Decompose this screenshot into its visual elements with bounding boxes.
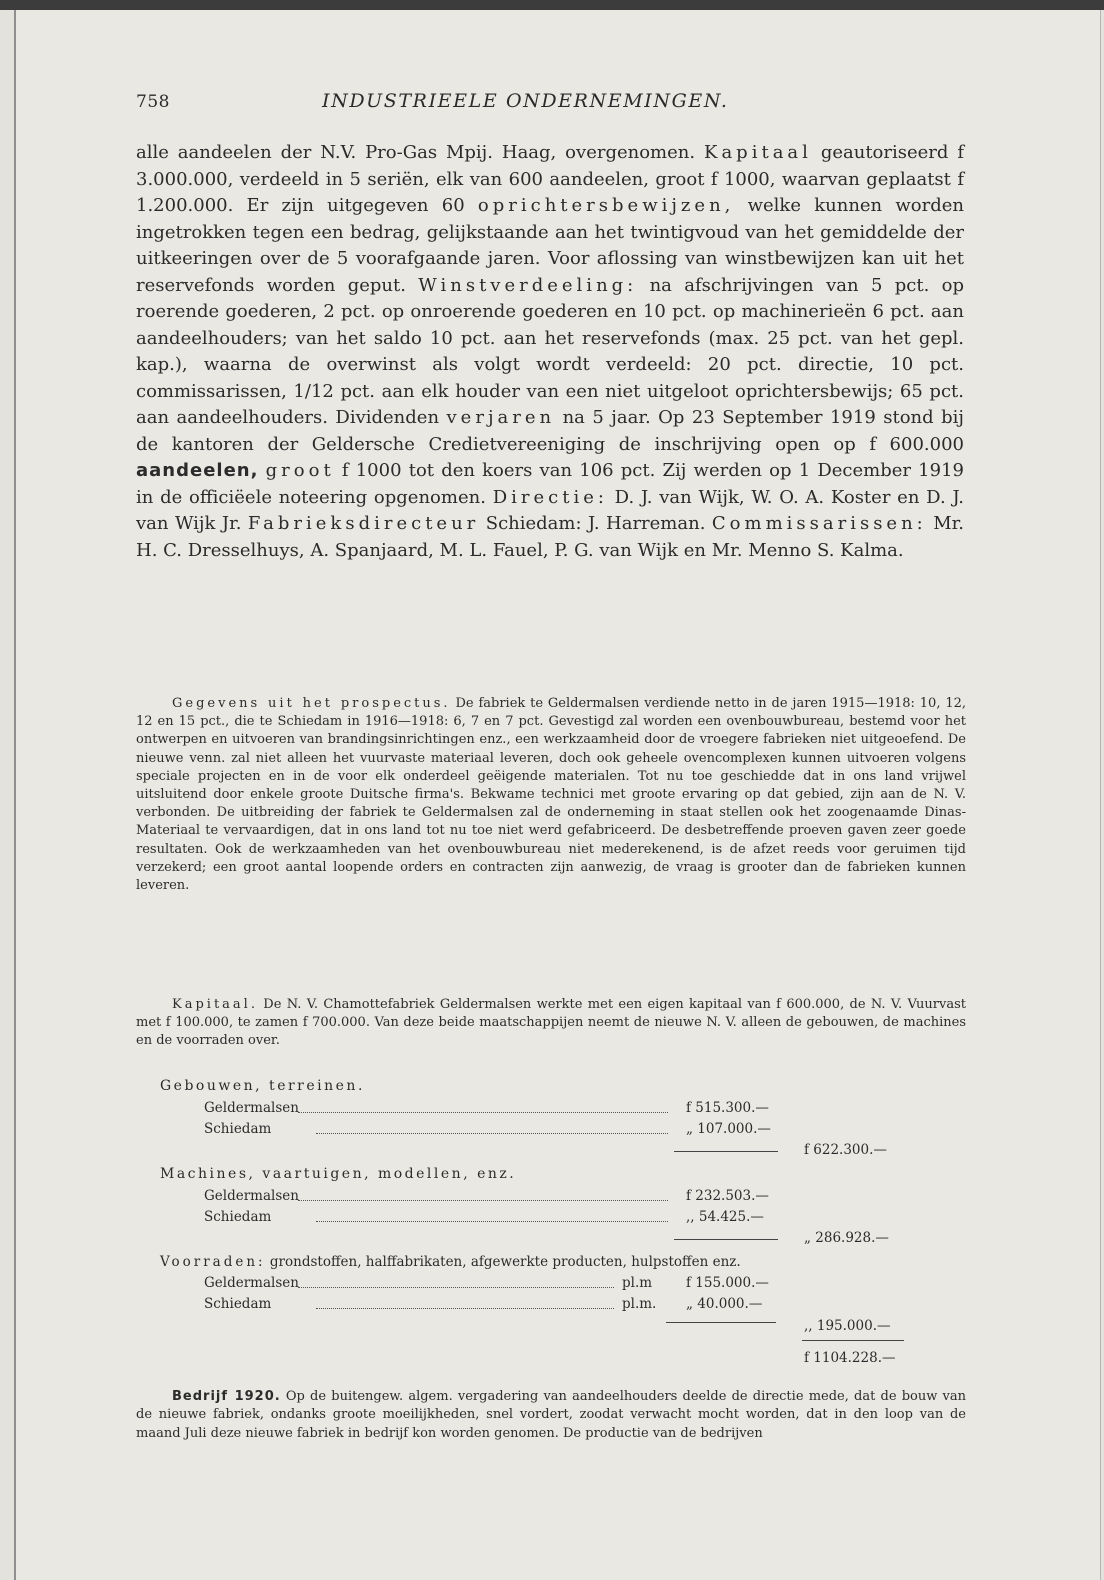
- item-name: Schiedam: [204, 1296, 272, 1312]
- item-name: Schiedam: [204, 1209, 272, 1225]
- text-run: geautoriseerd f 3.000.000, verdeeld in 5 seriën, elk van 600 aandeelen, groot f 1000, waarvan geplaatst f 1.200.000. Er zijn uitgegeven 60: [136, 142, 970, 216]
- dot-leader: [298, 1200, 668, 1201]
- subtotal-row: [136, 1318, 966, 1336]
- spaced-term: verjaren: [446, 407, 556, 428]
- dot-leader: [298, 1112, 668, 1113]
- subtotal-value: ,, 195.000.—: [804, 1318, 891, 1334]
- text-run: na afschrijvingen van 5 pct. op roerende goederen, 2 pct. op onroerende goederen en 10 pct. op machinerieën 6 pct. aan aandeelhouders; van het saldo 10 pct. aan het reservefonds (max. 25 pct. van het gepl. kap.), waarna de overwinst als volgt wordt verdeeld: 20 pct. directie, 10 pct. commissarissen,: [136, 274, 970, 402]
- section-heading: Bedrijf 1920.: [172, 1389, 281, 1404]
- group-heading: Machines, vaartuigen, modellen, enz.: [160, 1166, 517, 1182]
- bold-term: aandeelen,: [136, 460, 259, 481]
- page-number: 758: [136, 92, 170, 112]
- spaced-term: Winstverdeeling:: [418, 274, 638, 296]
- text-run: De fabriek te Geldermalsen verdiende netto in de jaren 1915—1918: 10, 12, 12 en 15 pct., die te Schiedam in 1916—1918: 6, 7 en 7 pct. Gevestigd zal worden een ovenbouwbureau, bestemd voor het ontwerpen en uitvoeren van brandingsinrichtingen enz., een werkzaamheid door de vroegere fabrieken niet uitgeoefend. De nieuwe venn. zal niet alleen het vuurvaste materiaal leveren, doch ook geheele ovencomplexen kunnen uitvoeren volgens speciale projecten en in de voor elk onderdeel geëigende materialen. Tot nu toe geschiedde dat in ons land vrijwel uitsluitend door enkele groote Duitsche firma's. Bekwame technici met groote ervaring op dat gebied, zijn aan de N. V. verbonden. De uitbreiding der fabriek te Geldermalsen zal de onderneming in staat stellen ook het zoogenaamde Dinas-Materiaal te vervaardigen, dat in ons land tot nu toe niet werd gefabriceerd. De desbetreffende proeven gaven zeer goede resultaten. Ook de werkzaamheden van het ovenbouwbureau niet mederekenend, is de afzet reeds voor geruimen tijd verzekerd; een groot aantal loopende orders en contracten zijn aanwezig, de vraag is grooter dan de fabrieken kunnen leveren.: [136, 696, 966, 894]
- subtotal-row: [136, 1142, 966, 1160]
- text-run: D. J. van Wijk, W. O. A. Koster en D. J. van Wijk Jr.: [136, 486, 970, 534]
- total-value: f 1104.228.—: [804, 1350, 896, 1366]
- prospectus-paragraph: [136, 695, 966, 895]
- subtotal-row: [136, 1230, 966, 1248]
- text-run: [258, 460, 265, 481]
- item-value: „ 40.000.—: [686, 1296, 763, 1312]
- item-unit: pl.m: [622, 1275, 653, 1291]
- group-label-rest: grondstoffen, halffabrikaten, afgewerkte producten, hulpstoffen enz.: [265, 1254, 741, 1270]
- item-unit: pl.m.: [622, 1296, 657, 1312]
- table-row: [136, 1296, 966, 1314]
- dot-leader: [316, 1133, 668, 1134]
- table-row: [136, 1275, 966, 1293]
- item-value: „ 107.000.—: [686, 1121, 771, 1137]
- kapitaal-paragraph: [136, 996, 966, 1051]
- item-name: Geldermalsen: [204, 1275, 299, 1291]
- text-run: f 1000 tot den koers van 106 pct. Zij werden op 1 December 1919 in de officiëele noteering opgenomen.: [136, 460, 970, 508]
- text-run: Mr. H. C. Dresselhuys, A. Spanjaard, M. L. Fauel, P. G. van Wijk en Mr. Menno S. Kalma.: [136, 513, 970, 561]
- group-heading: Gebouwen, terreinen.: [160, 1078, 365, 1094]
- table-row: [136, 1188, 966, 1206]
- item-name: Geldermalsen: [204, 1188, 299, 1204]
- main-paragraph: [136, 140, 970, 564]
- page-title: INDUSTRIEELE ONDERNEMINGEN.: [322, 90, 729, 112]
- dot-leader: [316, 1308, 614, 1309]
- text-run: welke kunnen worden ingetrokken tegen een bedrag, gelijkstaande aan het twintigvoud van het gemiddelde der uitkeeringen over de 5 voorafgaande jaren. Voor aflossing van winstbewijzen kan uit het reservefonds worden geput.: [136, 195, 970, 296]
- item-name: Geldermalsen: [204, 1100, 299, 1116]
- spaced-term: groot: [265, 460, 335, 481]
- item-value: f 515.300.—: [686, 1100, 769, 1116]
- total-row: [136, 1350, 966, 1368]
- section-heading: Kapitaal.: [172, 997, 258, 1012]
- dot-leader: [298, 1287, 614, 1288]
- table-row: [136, 1121, 966, 1139]
- text-run: alle aandeelen der N.V. Pro-Gas Mpij. Haag, overgenomen.: [136, 142, 704, 163]
- text-run: Schiedam: J. Harreman.: [479, 513, 712, 534]
- spaced-term: Fabrieksdirecteur: [247, 513, 480, 534]
- spaced-term: Commissarissen:: [711, 513, 927, 534]
- item-value: f 232.503.—: [686, 1188, 769, 1204]
- group-label: Voorraden:: [160, 1254, 266, 1270]
- text-run: pct. aan elk houder van een niet uitgeloot oprichtersbewijs; 65 pct. aan aandeelhouders. Dividenden: [136, 380, 970, 428]
- subtotal-value: f 622.300.—: [804, 1142, 887, 1158]
- spaced-term: oprichtersbewijzen,: [477, 195, 735, 216]
- subtotal-value: „ 286.928.—: [804, 1230, 889, 1246]
- spaced-term: Kapitaal: [704, 142, 812, 163]
- section-heading: Gegevens uit het prospectus.: [172, 696, 451, 711]
- item-value: f 155.000.—: [686, 1275, 769, 1291]
- table-row: [136, 1100, 966, 1118]
- dot-leader: [316, 1221, 668, 1222]
- fraction: 1/12: [293, 380, 334, 402]
- top-scan-edge: [0, 0, 1104, 10]
- group-heading: [160, 1254, 990, 1272]
- text-run: De N. V. Chamottefabriek Geldermalsen werkte met een eigen kapitaal van f 600.000, de N. V. Vuurvast met f 100.000, te zamen f 700.000. Van deze beide maatschappijen neemt de nieuwe N. V. alleen de gebouwen, de machines en de voorraden over.: [136, 997, 966, 1049]
- item-value: ,, 54.425.—: [686, 1209, 764, 1225]
- total-rule: [802, 1340, 904, 1341]
- spaced-term: Directie:: [492, 486, 608, 508]
- text-run: na 5 jaar. Op 23 September 1919 stond bij de kantoren der Geldersche Credietvereeniging de inschrijving open op f 600.000: [136, 407, 970, 455]
- text-run: Op de buitengew. algem. vergadering van aandeelhouders deelde de directie mede, dat de bouw van de nieuwe fabriek, ondanks groote moeilijkheden, snel vordert, zoodat verwacht mocht worden, dat in den loop van de maand Juli deze nieuwe fabriek in bedrijf kon worden genomen. De productie van de bedrijven: [136, 1389, 967, 1441]
- bedrijf-paragraph: [136, 1388, 966, 1443]
- item-name: Schiedam: [204, 1121, 272, 1137]
- table-row: [136, 1209, 966, 1227]
